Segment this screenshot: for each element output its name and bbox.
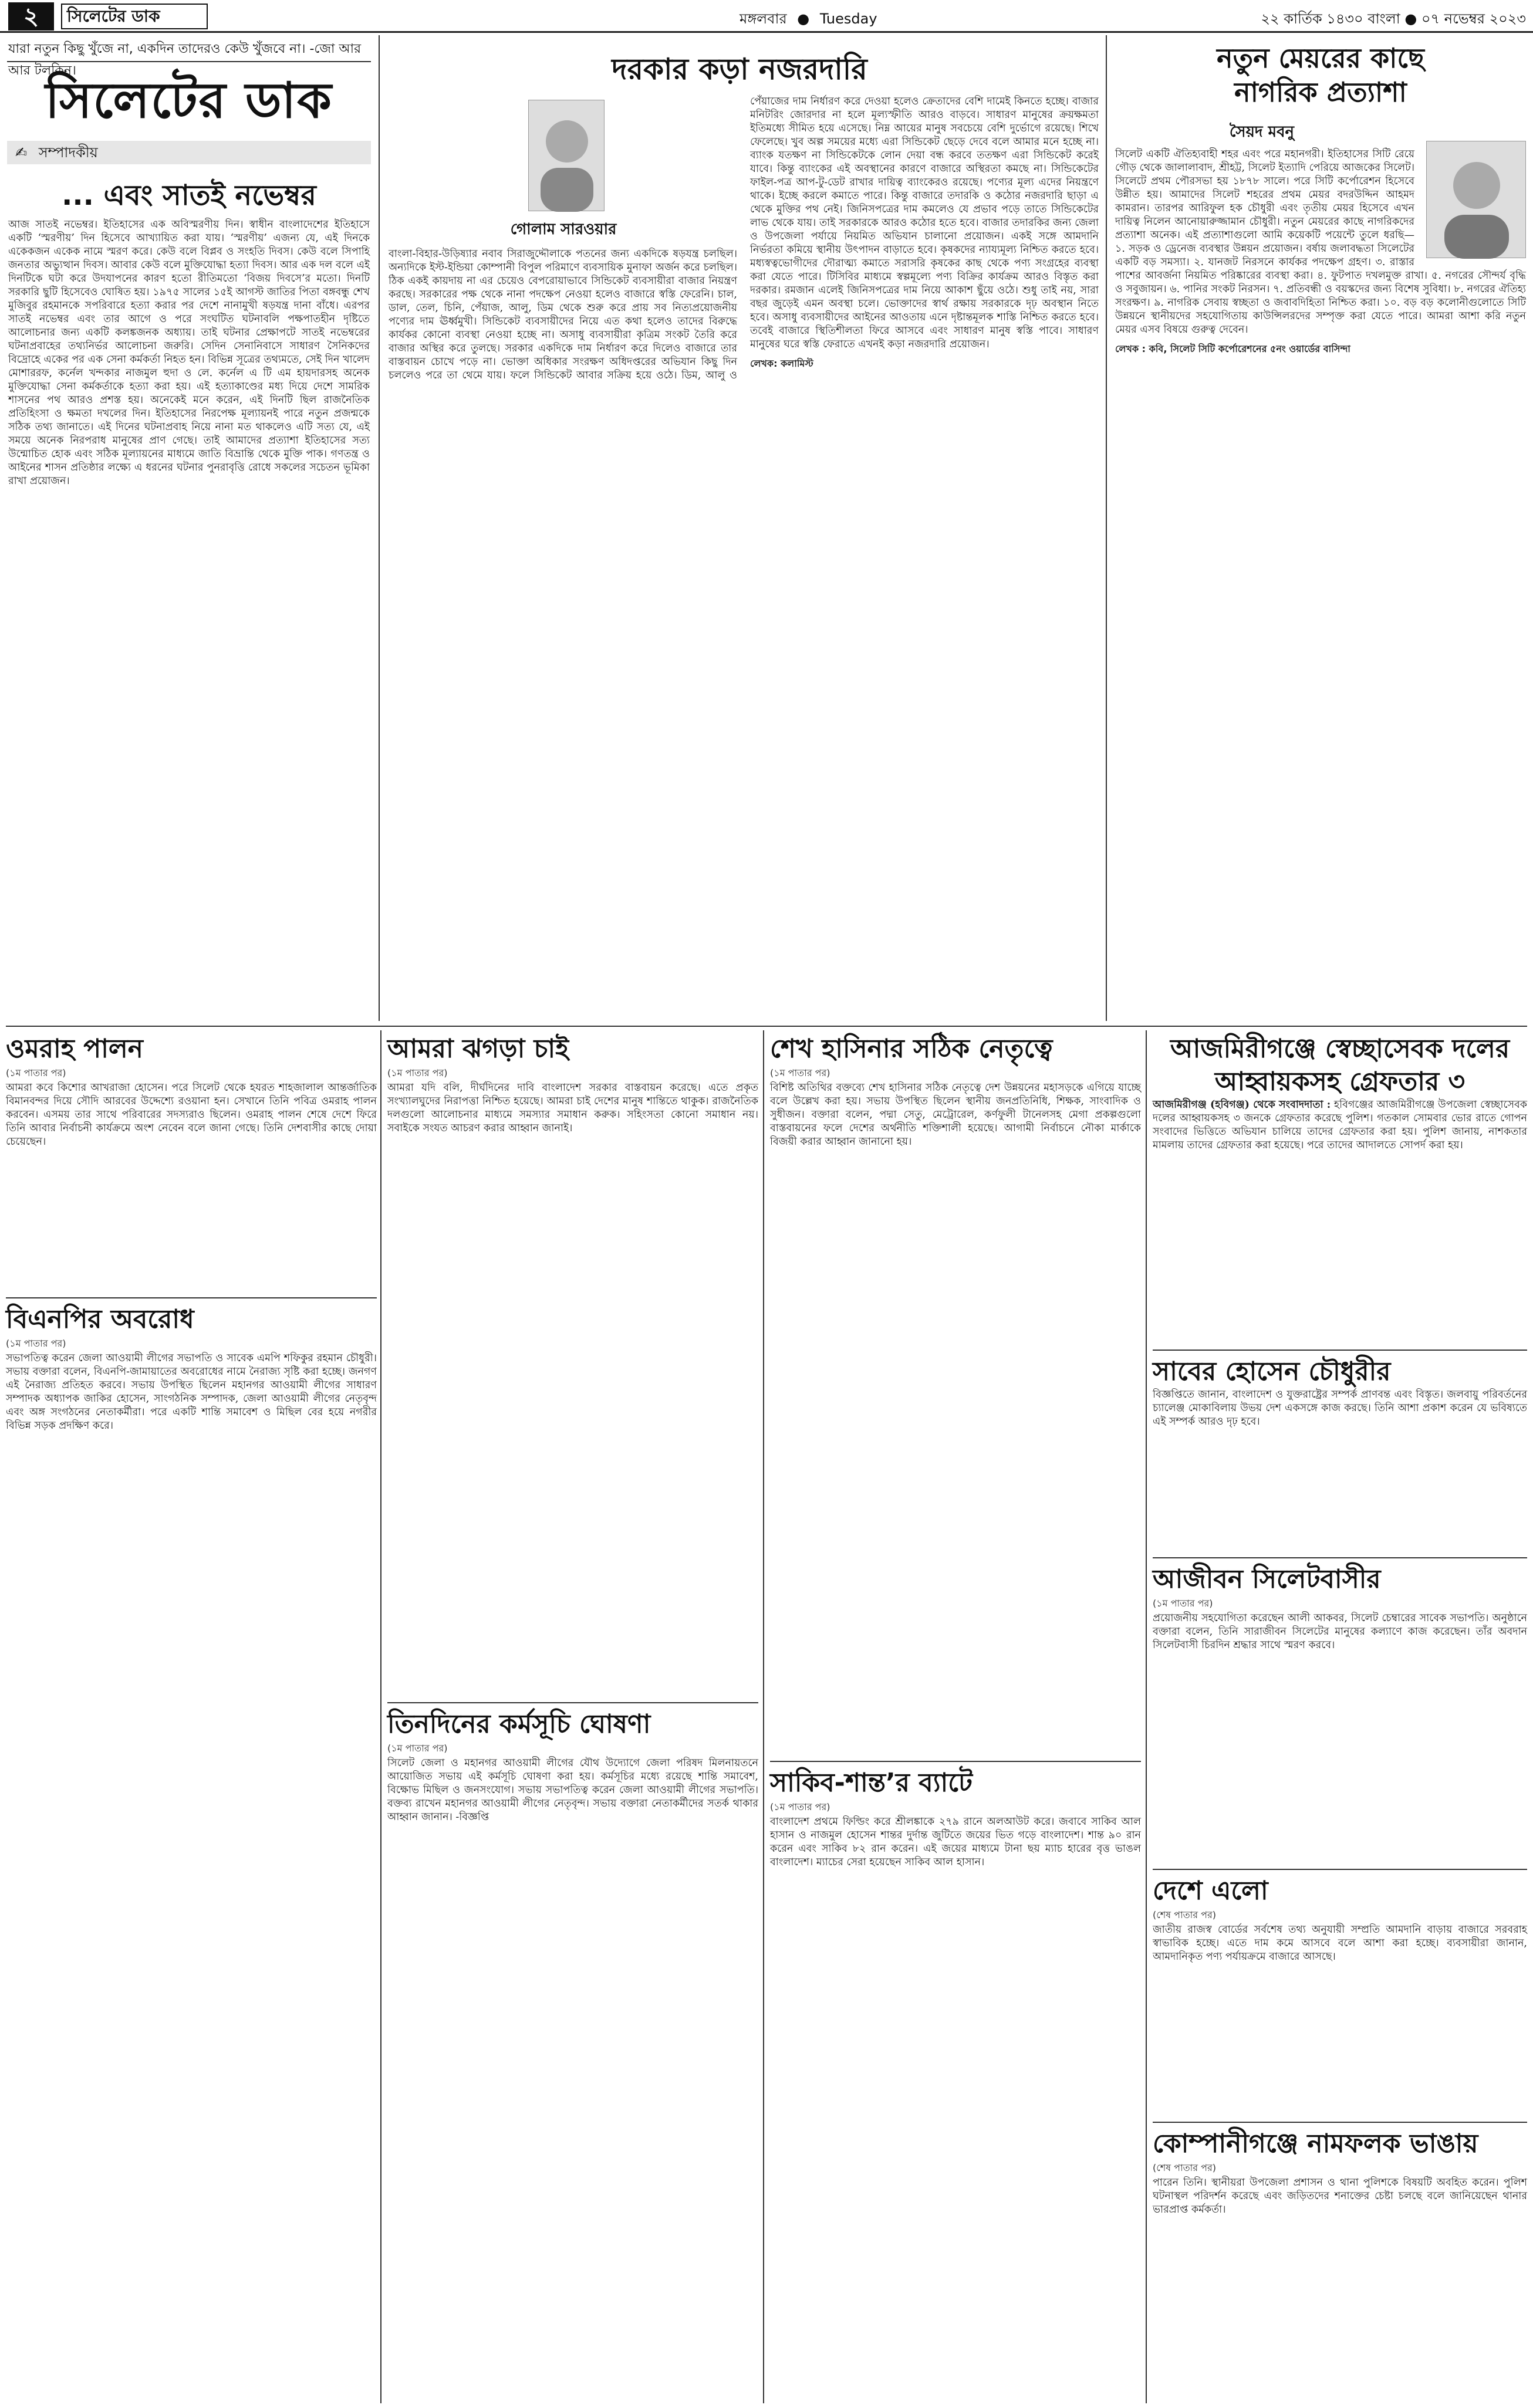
section-divider — [6, 1026, 1527, 1027]
bnp-body: সভাপতিত্ব করেন জেলা আওয়ামী লীগের সভাপতি ও সাবেক এমপি শফিকুর রহমান চৌধুরী। সভায় বক্তারা বলেন, বিএনপি-জামায়াতের অবরোধের নামে নৈরাজ্য সৃষ্টি করা হচ্ছে। জনগণ এই নৈরাজ্য প্রতিহত করবে। সভায় উপস্থিত ছিলেন মহানগর আওয়ামী লীগের সাধারণ সম্পাদক অধ্যাপক জাকির হোসেন, সাংগঠনিক সম্পাদক, জেলা আওয়ামী লীগের নেতৃবৃন্দ এবং অঙ্গ সংগঠনের নেতাকর্মীরা। পরে একটি শান্তি সমাবেশ ও মিছিল বের হয়ে নগরীর বিভিন্ন সড়ক প্রদক্ষিণ করে। — [6, 1352, 377, 1432]
column-rule — [763, 1030, 764, 2403]
deshe-headline: দেশে এলো — [1153, 1876, 1268, 1906]
divider — [1153, 1869, 1527, 1870]
shakib-body: বাংলাদেশ প্রথমে ফিল্ডিং করে শ্রীলঙ্কাকে ২৭৯ রানে অলআউট করে। জবাবে সাকিব আল হাসান ও নাজমুল হোসেন শান্তর দুর্দান্ত জুটিতে জয়ের ভিত গড়ে বাংলাদেশ। শান্ত ৯০ রান করেন এবং সাকিব ৮২ রান করেন। এই জয়ের মাধ্যমে টানা ছয় ম্যাচ হারের বৃত্ত ভাঙল বাংলাদেশ। ম্যাচের সেরা হয়েছেন সাকিব আল হাসান। — [770, 1816, 1141, 1868]
ajiban-headline: আজীবন সিলেটবাসীর — [1153, 1564, 1381, 1594]
tindin-body — [387, 1757, 758, 1824]
folio-bar — [0, 0, 1533, 33]
pen-icon: ✍ — [15, 144, 28, 161]
nazardari-text: বাংলা-বিহার-উড়িষ্যার নবাব সিরাজুদ্দৌলাকে পতনের জন্য একদিকে ষড়যন্ত্র চলছিল। অন্যদিকে ইস্ট-ইন্ডিয়া কোম্পানী বিপুল পরিমাণে ব্যবসায়িক মুনাফা অর্জন করে চলছিল। ঠিক একই কায়দায় না এর চেয়েও বেপরোয়াভাবে সিন্ডিকেট ব্যবসায়ীরা বাজার নিয়ন্ত্রণ করছে। সরকারের পক্ষ থেকে নানা পদক্ষেপ নেওয়া হলেও বাজারে স্বস্তি ফেরেনি। চাল, ডাল, তেল, চিনি, পেঁয়াজ, আলু, ডিম থেকে শুরু করে প্রায় সব নিত্যপ্রয়োজনীয় পণ্যের দাম ঊর্ধ্বমুখী। সিন্ডিকেট ব্যবসায়ীদের নিয়ে এত কথা হলেও তাদের বিরুদ্ধে কার্যকর কোনো ব্যবস্থা নেওয়া হচ্ছে না। অসাধু ব্যবসায়ীরা কৃত্রিম সংকট তৈরি করে বাজার অস্থির করে তুলছে। সরকার একদিকে দাম নির্ধারণ করে দিলেও বাজারে তার বাস্তবায়ন চোখে পড়ে না। ভোক্তা অধিকার সংরক্ষণ অধিদপ্তরের অভিযান কিছু দিন চললেও পরে তা থেমে যায়। ফলে সিন্ডিকেট আবার সক্রিয় হয়ে ওঠে। ডিম, আলু ও পেঁয়াজের দাম নির্ধারণ করে দেওয়া হলেও ক্রেতাদের বেশি দামেই কিনতে হচ্ছে। বাজার মনিটরিং জোরদার না হলে মূল্যস্ফীতি আরও বাড়বে। সাধারণ মানুষের ক্রয়ক্ষমতা ইতিমধ্যে সীমিত হয়ে এসেছে। নিম্ন আয়ের মানুষ সবচেয়ে বেশি দুর্ভোগে রয়েছে। শিখে ফেলেছে। খুব অল্প সময়ের মধ্যে এরা সিন্ডিকেট ছেড়ে দেবে বলে আমার মনে হচ্ছে না। ব্যাংক যতক্ষণ না সিন্ডিকেটকে লোন দেয়া বন্ধ করবে ততক্ষণ এরা সিন্ডিকেট করেই যাবে। কিন্তু ব্যাংকের এই অবস্থানের কারণে বাজারে অস্থিরতা কমছে না। সিন্ডিকেটের ফাইল-পত্র আপ-টু-ডেট রাখার দায়িত্ব ব্যাংকেরও রয়েছে। পণ্যের মূল্য এদের নিয়ন্ত্রণে থাকে। ইচ্ছে করলে কমাতে পারে। কিন্তু বাজারে তদারকি ও কঠোর নজরদারি ছাড়া এ থেকে মুক্তির পথ নেই। জিনিসপত্রের দাম কমলেও যে প্রভাব পড়ে তাতে সিন্ডিকেটের লাভ থেকে যায়। তাই সরকারকে আরও কঠোর হতে হবে। বাজার তদারকির জন্য জেলা ও উপজেলা পর্যায়ে নিয়মিত অভিযান চালানো প্রয়োজন। একই সঙ্গে আমদানি নির্ভরতা কমিয়ে স্থানীয় উৎপাদন বাড়াতে হবে। কৃষকদের ন্যায্যমূল্য নিশ্চিত করতে হবে। মধ্যস্বত্বভোগীদের দৌরাত্ম্য কমাতে সরাসরি কৃষকের কাছ থেকে পণ্য সংগ্রহের ব্যবস্থা করা যেতে পারে। টিসিবির মাধ্যমে স্বল্পমূল্যে পণ্য বিক্রির কার্যক্রম আরও বিস্তৃত করা দরকার। রমজান এলেই জিনিসপত্রের দাম নিয়ে আকাশ ছুঁয়ে ওঠে। শুধু তাই নয়, সারা বছর জুড়েই এমন অবস্থা চলে। ভোক্তাদের স্বার্থ রক্ষায় সরকারকে দৃঢ় অবস্থান নিতে হবে। অসাধু ব্যবসায়ীদের আইনের আওতায় এনে দৃষ্টান্তমূলক শাস্তি নিশ্চিত করতে হবে। তবেই বাজারে স্থিতিশীলতা ফিরে আসবে এবং সাধারণ মানুষ স্বস্তি পাবে। সাধারণ মানুষের ঘরে স্বস্তি ফেরাতে এখনই কড়া নজরদারি প্রয়োজন। — [389, 96, 1099, 381]
omrah-contd: (১ম পাতার পর) — [6, 1067, 66, 1078]
sheikh-hasina-body: বিশিষ্ট অতিথির বক্তব্যে শেখ হাসিনার সঠিক নেতৃত্বে দেশ উন্নয়নের মহাসড়কে এগিয়ে যাচ্ছে বলে উল্লেখ করা হয়। সভায় উপস্থিত ছিলেন স্থানীয় জনপ্রতিনিধি, শিক্ষক, সাংবাদিক ও সুধীজন। বক্তারা বলেন, পদ্মা সেতু, মেট্রোরেল, কর্ণফুলী টানেলসহ মেগা প্রকল্পগুলো বাস্তবায়নের ফলে দেশের অর্থনীতি শক্তিশালী হয়েছে। আগামী নির্বাচনে নৌকা মার্কাকে বিজয়ী করার আহ্বান জানানো হয়। — [770, 1082, 1141, 1148]
nazardari-author: গোলাম সারওয়ার — [510, 221, 617, 238]
bnp-contd: (১ম পাতার পর) — [6, 1338, 66, 1349]
day-bn: মঙ্গলবার — [740, 11, 787, 27]
column-rule — [1146, 1030, 1147, 2403]
ajmiriganj-body — [1153, 1098, 1527, 1345]
ajiban-contd: (১ম পাতার পর) — [1153, 1598, 1213, 1609]
tindin-contd: (১ম পাতার পর) — [387, 1743, 448, 1754]
saber-headline: সাবের হোসেন চৌধুরীর — [1153, 1357, 1391, 1386]
editorial-section-bar — [7, 141, 371, 164]
editorial-section-label: সম্পাদকীয় — [38, 144, 98, 161]
folio-paper-name: সিলেটের ডাক — [61, 4, 208, 29]
day-en: Tuesday — [819, 11, 877, 27]
divider — [1153, 2122, 1527, 2123]
mayor-text: সিলেট একটি ঐতিহ্যবাহী শহর এবং পরে মহানগরী। ইতিহাসের সিটি রেয়ে গৌড় থেকে জালালাবাদ, শ্রীহট্ট, সিলেট ইত্যাদি পেরিয়ে আজকের সিলেট। সিলেটে প্রথম পৌরসভা হয় ১৮৭৮ সালে। পরে সিটি কর্পোরেশন হিসেবে উন্নীত হয়। আমাদের সিলেট শহরের প্রথম মেয়র বদরউদ্দিন আহমদ কামরান। তারপর আরিফুল হক চৌধুরী এবং তৃতীয় মেয়র হিসেবে এখন দায়িত্ব নিলেন আনোয়ারুজ্জামান চৌধুরী। নতুন মেয়রের কাছে নাগরিকদের প্রত্যাশা অনেক। এই প্রত্যাশাগুলো আমি কয়েকটি পয়েন্টে তুলে ধরছি— ১. সড়ক ও ড্রেনেজ ব্যবস্থার উন্নয়ন প্রয়োজন। বর্ষায় জলাবদ্ধতা সিলেটের একটি বড় সমস্যা। ২. যানজট নিরসনে কার্যকর পদক্ষেপ গ্রহণ। ৩. রাস্তার পাশের আবর্জনা নিয়মিত পরিষ্কারের ব্যবস্থা করা। ৪. ফুটপাত দখলমুক্ত রাখা। ৫. নগরের সৌন্দর্য বৃদ্ধি ও সবুজায়ন। ৬. পানির সংকট নিরসন। ৭. প্রতিবন্ধী ও বয়স্কদের জন্য বিশেষ সুবিধা। ৮. নগরের ঐতিহ্য সংরক্ষণ। ৯. নাগরিক সেবায় স্বচ্ছতা ও জবাবদিহিতা নিশ্চিত করা। ১০. বড় বড় কলোনীগুলোতে সিটি উন্নয়নে স্থানীয়দের সহযোগিতায় কাউন্সিলরদের সম্পৃক্ত করা যেতে পারে। আমরা আশা করি নতুন মেয়র এসব বিষয়ে গুরুত্ব দেবেন। — [1115, 148, 1526, 336]
ajiban-body: প্রয়োজনীয় সহযোগিতা করেছেন আলী আকবর, সিলেট চেম্বারের সাবেক সভাপতি। অনুষ্ঠানে বক্তারা বলেন, তিনি সারাজীবন সিলেটের মানুষের কল্যাণে কাজ করেছেন। তাঁর অবদান সিলেটবাসী চিরদিন শ্রদ্ধার সাথে স্মরণ করবে। — [1153, 1612, 1527, 1651]
editorial-body: আজ সাতই নভেম্বর। ইতিহাসের এক অবিস্মরণীয় দিন। স্বাধীন বাংলাদেশের ইতিহাসে একটি ‘স্মরণীয়’ দিন হিসেবে আখ্যায়িত করা যায়। ‘স্মরণীয়’ এজন্য যে, এই দিনকে একেকজন একেক নামে স্মরণ করে। কেউ বলে বিপ্লব ও সংহতি দিবস। কেউ বলে সিপাহি জনতার অভ্যুত্থান দিবস। আবার কেউ বলে মুক্তিযোদ্ধা হত্যা দিবস। আর এক দল বলে এই দিনটিকে ঘটা করে উদযাপনের কারণ হতো রীতিমতো ‘বিজয় দিবসে’র মতো। দিনটি সরকারি ছুটি হিসেবেও ঘোষিত হয়। ১৯৭৫ সালের ১৫ই আগস্ট জাতির পিতা বঙ্গবন্ধু শেখ মুজিবুর রহমানকে সপরিবারে হত্যা করার পর দেশে নানামুখী ষড়যন্ত্র দানা বাঁধে। এরপর সাতই নভেম্বর এবং তার আগে ও পরে সংঘটিত ঘটনাবলি পক্ষপাতহীন দৃষ্টিতে আলোচনার জন্য একটি কলঙ্কজনক অধ্যায়। তাই ঘটনার প্রেক্ষাপটে সাতই নভেম্বরের ঘটনাপ্রবাহের তথ্যনির্ভর আলোচনা জরুরি। সেদিন সেনানিবাসে সাধারণ সৈনিকদের বিদ্রোহে একের পর এক সেনা কর্মকর্তা নিহত হন। বিভিন্ন সূত্রের তথ্যমতে, সেই দিন খালেদ মোশাররফ, কর্নেল খন্দকার নাজমুল হুদা ও লে. কর্নেল এ টি এম হায়দারসহ অনেক মুক্তিযোদ্ধা সেনা কর্মকর্তাকে হত্যা করা হয়। এই হত্যাকাণ্ডের মধ্য দিয়ে দেশে সামরিক শাসনের পথ আরও প্রশস্ত হয়। অনেকেই মনে করেন, এই দিনটি ছিল রাজনৈতিক প্রতিহিংসা ও ক্ষমতা দখলের দিন। ইতিহাসের নিরপেক্ষ মূল্যায়নই পারে নতুন প্রজন্মকে সঠিক তথ্য জানাতে। এই দিনের ঘটনাপ্রবাহ নিয়ে নানা মত থাকলেও এটি সত্য যে, এই সময়ে অনেক নিরপরাধ মানুষের প্রাণ গেছে। তাই আমাদের প্রত্যাশা ইতিহাসের সত্য উন্মোচিত হোক এবং সঠিক মূল্যায়নের মাধ্যমে জাতি বিভ্রান্তি থেকে মুক্তি পাক। গণতন্ত্র ও আইনের শাসন প্রতিষ্ঠার লক্ষ্যে এ ধরনের ঘটনার পুনরাবৃত্তি রোধে সকলের সচেতন ভূমিকা রাখা প্রয়োজন। — [8, 219, 370, 487]
shakib-headline: সাকিব-শান্ত’র ব্যাটে — [770, 1768, 973, 1798]
deshe-body: জাতীয় রাজস্ব বোর্ডের সর্বশেষ তথ্য অনুযায়ী সম্প্রতি আমদানি বাড়ায় বাজারে সরবরাহ স্বাভাবিক হচ্ছে। এতে দাম কমে আসবে বলে আশা করা হচ্ছে। ব্যবসায়ীরা জানান, আমদানিকৃত পণ্য পর্যায়ক্রমে বাজারে আসছে। — [1153, 1924, 1527, 1963]
ajmiriganj-dateline: আজমিরীগঞ্জ (হবিগঞ্জ) থেকে সংবাদদাতা : — [1153, 1099, 1331, 1111]
company-contd: (শেষ পাতার পর) — [1153, 2162, 1217, 2173]
nazardari-body — [389, 95, 1099, 1010]
jhagra-headline: আমরা ঝগড়া চাই — [387, 1034, 569, 1064]
lower-col-2 — [387, 1033, 758, 2400]
tagline-quote: যারা নতুন কিছু খুঁজে না, একদিন তাদেরও কেউ খুঁজবে না। -জো আর আর টলকিন। — [8, 42, 362, 78]
company-body: পারেন তিনি। স্থানীয়রা উপজেলা প্রশাসন ও থানা পুলিশকে বিষয়টি অবহিত করেন। পুলিশ ঘটনাস্থল পরিদর্শন করেছে এবং জড়িতদের শনাক্তের চেষ্টা চলছে বলে জানিয়েছেন থানার ভারপ্রাপ্ত কর্মকর্তা। — [1153, 2177, 1527, 2216]
column-rule — [380, 1030, 381, 2403]
sheikh-hasina-contd: (১ম পাতার পর) — [770, 1067, 830, 1078]
lower-col-4 — [1153, 1033, 1527, 2400]
tindin-headline: তিনদিনের কর্মসূচি ঘোষণা — [387, 1709, 651, 1739]
divider — [6, 1297, 377, 1298]
deshe-contd: (শেষ পাতার পর) — [1153, 1909, 1217, 1920]
omrah-headline: ওমরাহ পালন — [6, 1034, 143, 1064]
tindin-text: সিলেট জেলা ও মহানগর আওয়ামী লীগের যৌথ উদ্যোগে জেলা পরিষদ মিলনায়তনে আয়োজিত সভায় এই কর্মসূচি ঘোষণা করা হয়। কর্মসূচির মধ্যে রয়েছে শান্তি সমাবেশ, বিক্ষোভ মিছিল ও জনসংযোগ। সভায় সভাপতিত্ব করেন জেলা আওয়ামী লীগের সভাপতি। বক্তব্য রাখেন মহানগর আওয়ামী লীগের নেতৃবৃন্দ। সভায় বক্তারা নেতাকর্মীদের সতর্ক থাকার আহ্বান জানান। — [387, 1757, 758, 1823]
bnp-headline: বিএনপির অবরোধ — [6, 1304, 194, 1334]
nazardari-headline: দরকার কড়া নজরদারি — [612, 52, 867, 86]
column-rule — [1106, 35, 1107, 1021]
mayor-headline-line2: নাগরিক প্রত্যাশা — [1234, 76, 1407, 108]
divider — [770, 1761, 1141, 1762]
lower-col-3 — [770, 1033, 1141, 2400]
folio-day: মঙ্গলবার ● Tuesday — [740, 11, 877, 27]
editorial-headline: ... এবং সাতই নভেম্বর — [62, 179, 316, 212]
nazardari-endnote: লেখক: কলামিস্ট — [750, 358, 813, 369]
ajmiriganj-text: হবিগঞ্জের আজমিরীগঞ্জে উপজেলা স্বেচ্ছাসেবক দলের আহ্বায়কসহ ৩ জনকে গ্রেফতার করেছে পুলিশ। গতকাল সোমবার ভোর রাতে গোপন সংবাদের ভিত্তিতে অভিযান চালিয়ে তাদের গ্রেফতার করা হয়। পুলিশ জানায়, নাশকতার মামলায় তাদের গ্রেফতার করা হয়েছে। পরে তাদের আদালতে সোপর্দ করা হয়। — [1153, 1099, 1527, 1151]
divider — [387, 1702, 758, 1703]
mayor-body — [1115, 148, 1526, 1010]
column-rule — [379, 35, 380, 1021]
page-number: ২ — [8, 2, 54, 31]
sheikh-hasina-headline: শেখ হাসিনার সঠিক নেতৃত্বে — [770, 1034, 1053, 1064]
omrah-body: আমরা কবে কিশোর আখরাজা হোসেন। পরে সিলেট থেকে হযরত শাহজালাল আন্তর্জাতিক বিমানবন্দর দিয়ে সৌদি আরবের উদ্দেশ্যে রওয়ানা হন। সেখানে তিনি পবিত্র ওমরাহ পালন করবেন। এসময় তার সাথে পরিবারের সদস্যরাও ছিলেন। ওমরাহ পালন শেষে দেশে ফিরে তিনি আবার নির্বাচনী কার্যক্রমে অংশ নেবেন বলে জানা গেছে। তিনি দেশবাসীর কাছে দোয়া চেয়েছেন। — [6, 1082, 377, 1148]
photo-space — [389, 95, 737, 248]
lower-col-1 — [6, 1033, 377, 2400]
mayor-author: সৈয়দ মবনু — [1229, 123, 1295, 141]
divider — [7, 61, 371, 62]
shakib-contd: (১ম পাতার পর) — [770, 1801, 830, 1812]
press-release-note: -বিজ্ঞপ্তি — [455, 1811, 489, 1823]
ajmiriganj-headline-line1: আজমিরীগঞ্জে স্বেচ্ছাসেবক দলের — [1170, 1034, 1510, 1064]
jhagra-body: আমরা যদি বলি, দীর্ঘদিনের দাবি বাংলাদেশ সরকার বাস্তবায়ন করেছে। এতে প্রকৃত সংখ্যালঘুদের নিরাপত্তা নিশ্চিত হয়েছে। আমরা চাই দেশের মানুষ শান্তিতে থাকুক। রাজনৈতিক দলগুলো আলোচনার মাধ্যমে সমস্যার সমাধান করুক। সহিংসতা কোনো সমাধান নয়। সবাইকে সংযত আচরণ করার আহ্বান জানাই। — [387, 1082, 758, 1134]
company-headline: কোম্পানীগঞ্জে নামফলক ভাঙায় — [1153, 2129, 1478, 2159]
mayor-headline-line1: নতুন মেয়রের কাছে — [1217, 42, 1424, 74]
photo-space — [1414, 148, 1526, 265]
divider — [1153, 1557, 1527, 1558]
ajmiriganj-headline-line2: আহ্বায়কসহ গ্রেফতার ৩ — [1214, 1067, 1466, 1097]
jhagra-contd: (১ম পাতার পর) — [387, 1067, 448, 1078]
folio-date: ২২ কার্তিক ১৪৩০ বাংলা ● ০৭ নভেম্বর ২০২৩ — [1261, 11, 1526, 27]
mayor-endnote: লেখক : কবি, সিলেট সিটি কর্পোরেশনের ৫নং ওয়ার্ডের বাসিন্দা — [1115, 343, 1350, 354]
masthead: সিলেটের ডাক — [45, 72, 333, 129]
ajmiriganj-headline — [1153, 1033, 1527, 1098]
divider — [1153, 1350, 1527, 1351]
saber-body: বিজ্ঞপ্তিতে জানান, বাংলাদেশ ও যুক্তরাষ্ট্রের সম্পর্ক প্রাণবন্ত এবং বিস্তৃত। জলবায়ু পরিবর্তনের চ্যালেঞ্জ মোকাবিলায় উভয় দেশ একসঙ্গে কাজ করছে। তিনি আশা প্রকাশ করেন যে ভবিষ্যতে এই সম্পর্ক আরও দৃঢ় হবে। — [1153, 1389, 1527, 1428]
mayor-headline — [1115, 41, 1526, 117]
